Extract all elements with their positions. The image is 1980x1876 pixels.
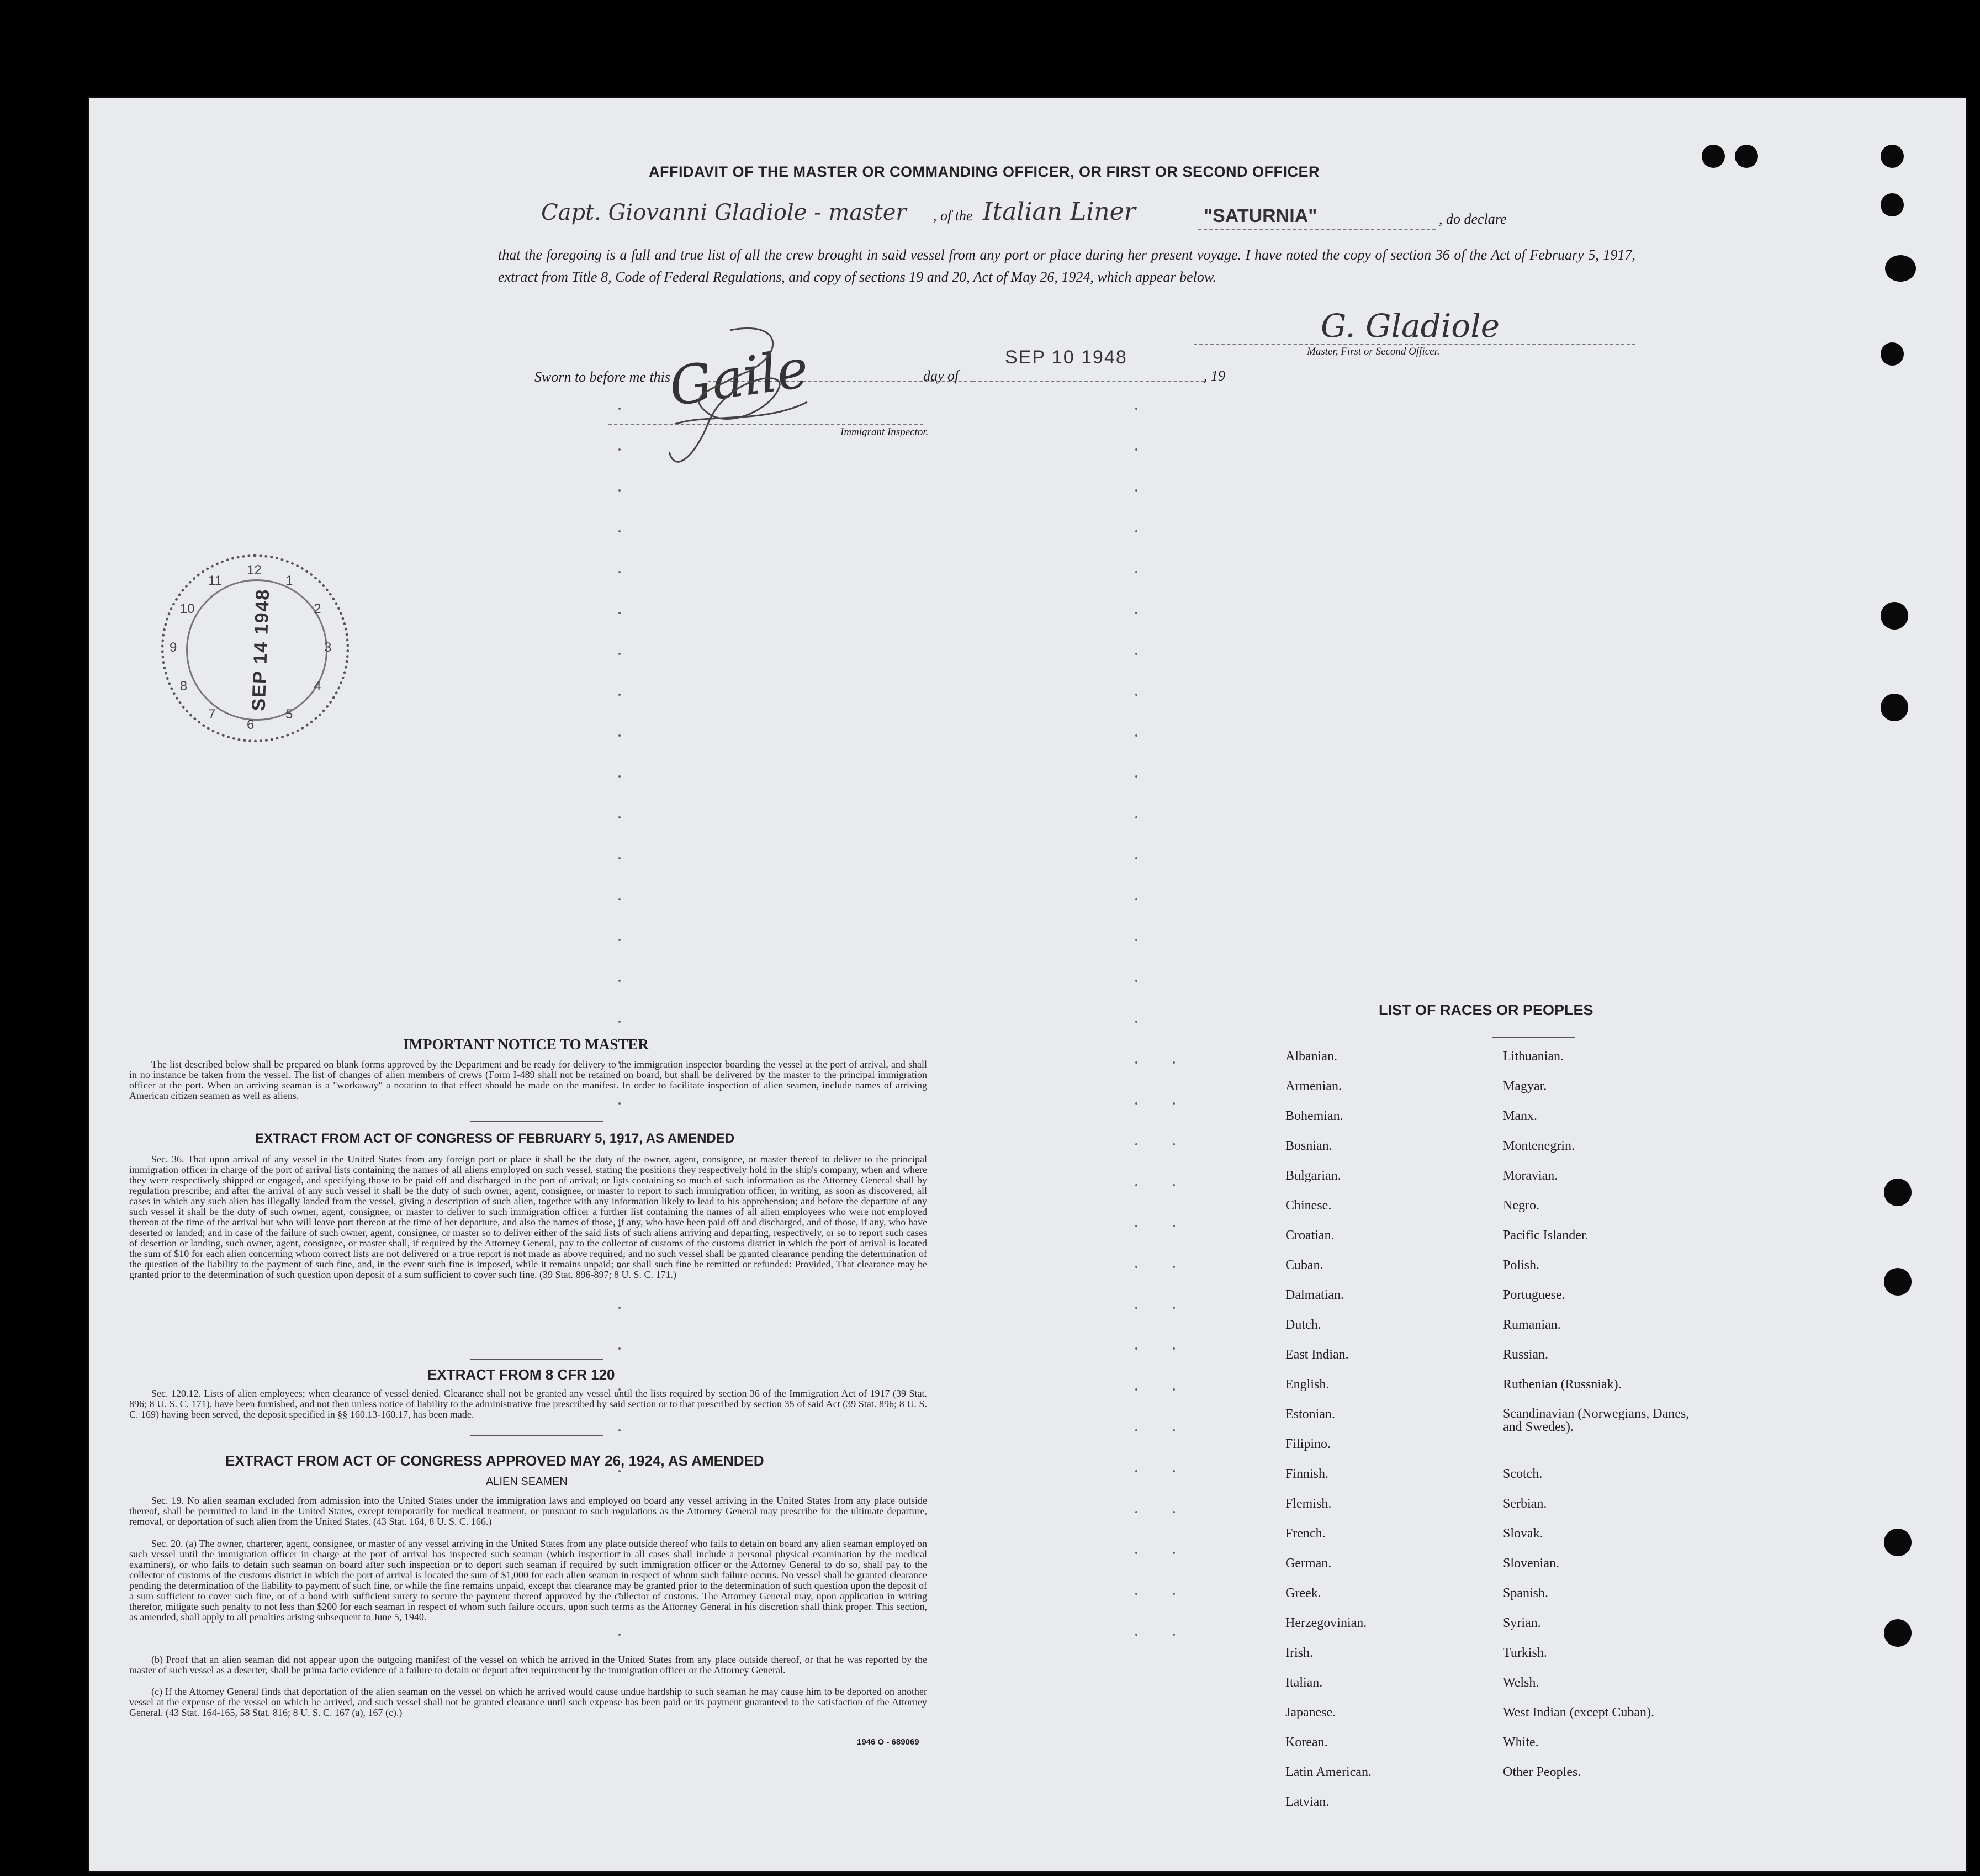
guide-dot: [1135, 448, 1137, 451]
race-entry: German.: [1285, 1556, 1332, 1571]
guide-dot: [1135, 816, 1137, 818]
guide-dot: [1173, 1225, 1175, 1227]
race-entry: Latin American.: [1285, 1765, 1372, 1779]
inspector-signature-flourish: [642, 314, 829, 479]
race-entry: Herzegovinian.: [1285, 1616, 1367, 1630]
guide-dot: [1135, 734, 1137, 737]
guide-dot: [618, 980, 621, 982]
guide-dot: [618, 734, 621, 737]
race-entry: Latvian.: [1285, 1795, 1330, 1809]
race-entry: Cuban.: [1285, 1258, 1323, 1272]
race-entry: Negro.: [1503, 1198, 1539, 1213]
guide-dot: [1135, 1102, 1137, 1105]
race-entry: Magyar.: [1503, 1079, 1547, 1093]
declaration-body: that the foregoing is a full and true list of all the crew brought in said vessel from any port or place during her present voyage. I have noted the copy of section 36 of the Act of February 5, 1917, extract from Title 8, Code of Federal Regulations, and copy of sections 19 and 20, Act of May 26, 1924, which appear below.: [498, 247, 1635, 285]
divider-3: [470, 1435, 603, 1436]
guide-dot: [1135, 1634, 1137, 1636]
date-line: [973, 381, 1205, 382]
guide-dot: [1135, 980, 1137, 982]
race-entry: Syrian.: [1503, 1616, 1541, 1630]
race-entry: West Indian (except Cuban).: [1503, 1705, 1654, 1720]
guide-dot: [1135, 1388, 1137, 1391]
vessel-type-handwritten: Italian Liner: [983, 198, 1136, 226]
guide-dot: [618, 1470, 621, 1472]
print-code: 1946 O - 689069: [857, 1737, 919, 1747]
guide-dot: [1173, 1266, 1175, 1268]
guide-dot: [1135, 898, 1137, 900]
guide-dot: [1135, 530, 1137, 532]
guide-dot: [618, 694, 621, 696]
guide-dot: [618, 1307, 621, 1309]
inspector-signature: Gaile: [665, 337, 812, 419]
race-entry: Scotch.: [1503, 1467, 1543, 1481]
declaration-line-1: [536, 198, 1640, 231]
divider-2: [470, 1359, 603, 1360]
guide-dot: [1135, 1470, 1137, 1472]
race-entry: English.: [1285, 1377, 1330, 1392]
affidavit-title: AFFIDAVIT OF THE MASTER OR COMMANDING OFFICER, OR FIRST OR SECOND OFFICER: [649, 163, 1320, 180]
punch-hole: [1881, 145, 1904, 168]
guide-dot: [1135, 1225, 1137, 1227]
guide-dot: [1135, 1184, 1137, 1186]
guide-dot: [618, 489, 621, 492]
guide-dot: [618, 408, 621, 410]
officer-signature-line: [1194, 344, 1635, 345]
guide-dot: [1135, 1307, 1137, 1309]
stamp-hour: 3: [324, 640, 332, 655]
race-entry: Albanian.: [1285, 1049, 1337, 1064]
race-entry: Chinese.: [1285, 1198, 1332, 1213]
race-entry: Armenian.: [1285, 1079, 1342, 1093]
guide-dot: [1135, 1593, 1137, 1595]
race-entry: Slovak.: [1503, 1526, 1543, 1541]
extract-1924-sec20c: (c) If the Attorney General finds that deportation of the alien seaman on the vessel on which he arrived would cause undue hardship to such seaman he may cause him to be deported on another vessel at the expense of the vessel on which he arrived, and such vessel shall not be granted clearance until such expense has been paid or its payment guaranteed to the satisfaction of the Attorney General. (43 Stat. 164-165, 58 Stat. 816; 8 U. S. C. 167 (a), 167 (c).): [129, 1686, 927, 1718]
stamp-hour: 7: [208, 707, 216, 722]
race-entry: Bulgarian.: [1285, 1169, 1341, 1183]
stamp-hour: 11: [208, 573, 222, 588]
race-entry: Ruthenian (Russniak).: [1503, 1377, 1622, 1392]
extract-1917-title: EXTRACT FROM ACT OF CONGRESS OF FEBRUARY 5, 1917, AS AMENDED: [255, 1131, 735, 1146]
punch-hole: [1881, 694, 1908, 721]
extract-cfr-body: Sec. 120.12. Lists of alien employees; when clearance of vessel denied. Clearance shall not be granted any vessel until the lists required by section 36 of the Immigration Act of 1917 (39 Stat. 896; 8 U. S. C. 171), have been furnished, and not then unless notice of liability to the administrative fine prescribed by said section or to that prescribed by section 35 of said Act (39 Stat. 896; 8 U. S. C. 169) having been served, the deposit specified in §§ 160.13-160.17, has been made.: [129, 1388, 927, 1420]
officer-caption: Master, First or Second Officer.: [1307, 346, 1440, 357]
race-entry: Italian.: [1285, 1676, 1323, 1690]
race-entry: Filipino.: [1285, 1437, 1331, 1451]
guide-dot: [1135, 1511, 1137, 1513]
stamp-hour: 10: [179, 601, 195, 616]
inspector-caption: Immigrant Inspector.: [840, 426, 929, 438]
vessel-name: "SATURNIA": [1204, 205, 1317, 226]
guide-dot: [618, 816, 621, 818]
race-entry: Russian.: [1503, 1347, 1549, 1362]
received-stamp: [161, 554, 349, 742]
guide-dot: [1173, 1307, 1175, 1309]
race-entry: Serbian.: [1503, 1497, 1547, 1511]
notice-title: IMPORTANT NOTICE TO MASTER: [403, 1036, 649, 1053]
guide-dot: [1135, 653, 1137, 655]
race-entry: Irish.: [1285, 1646, 1313, 1660]
guide-dot: [618, 898, 621, 900]
guide-dot: [1135, 1429, 1137, 1431]
day-of-label: day of: [923, 368, 959, 384]
punch-hole: [1884, 1529, 1912, 1556]
guide-dot: [1173, 1552, 1175, 1554]
guide-dot: [1173, 1470, 1175, 1472]
sworn-label: Sworn to before me this: [534, 369, 671, 385]
stamp-date: SEP 14 1948: [248, 588, 274, 711]
do-declare-label: , do declare: [1439, 211, 1507, 227]
races-divider: [1492, 1037, 1575, 1038]
guide-dot: [1173, 1511, 1175, 1513]
punch-hole: [1881, 193, 1904, 216]
stamp-hour: 4: [314, 679, 321, 694]
guide-dot: [1135, 612, 1137, 614]
race-entry: French.: [1285, 1526, 1326, 1541]
guide-dot: [618, 1102, 621, 1105]
guide-dot: [1135, 408, 1137, 410]
guide-dot: [618, 1347, 621, 1350]
officer-signature: G. Gladiole: [1321, 307, 1500, 345]
punch-hole: [1884, 1268, 1912, 1296]
guide-dot: [1135, 571, 1137, 573]
guide-dot: [618, 612, 621, 614]
guide-dot: [1135, 1021, 1137, 1023]
races-title: LIST OF RACES OR PEOPLES: [1379, 1002, 1593, 1018]
race-entry: Spanish.: [1503, 1586, 1549, 1600]
guide-dot: [1135, 1266, 1137, 1268]
document-page: [89, 98, 1966, 1871]
guide-dot: [1135, 1061, 1137, 1064]
stamp-hour: 2: [314, 601, 321, 616]
extract-1924-title: EXTRACT FROM ACT OF CONGRESS APPROVED MAY 26, 1924, AS AMENDED: [225, 1452, 764, 1469]
inspector-signature-line: [608, 424, 923, 425]
guide-dot: [618, 1634, 621, 1636]
guide-dot: [1135, 1143, 1137, 1145]
punch-hole: [1881, 602, 1908, 630]
guide-dot: [1135, 857, 1137, 859]
race-entry: Dalmatian.: [1285, 1288, 1344, 1302]
extract-1924-sec20b: (b) Proof that an alien seaman did not appear upon the outgoing manifest of the vessel on which he arrived in the United States from any place outside thereof, or that he was reported by the master of such vessel as a deserter, shall be prima facie evidence of a failure to detain or deport after requirement by the immigration officer or the Attorney General.: [129, 1654, 927, 1676]
race-entry: Lithuanian.: [1503, 1049, 1564, 1064]
stamp-hour: 9: [170, 640, 177, 655]
guide-dot: [1173, 1429, 1175, 1431]
stamp-hour: 5: [285, 707, 293, 722]
race-entry: Bohemian.: [1285, 1109, 1343, 1123]
extract-1917-body: Sec. 36. That upon arrival of any vessel in the United States from any foreign port or place it shall be the duty of the owner, agent, consignee, or master thereof to deliver to the principal immigration officer in charge of the port of arrival lists containing the names of all aliens employed on such vessel, stating the positions they respectively hold in the ship's company, when and where they were respectively shipped or engaged, and specifying those to be paid off and discharged in the port of arrival; or lists containing so much of such information as the Attorney General shall by regulation prescribe; and after the arrival of any such vessel it shall be the duty of such owner, agent, consignee, or master to report to such immigration officer, in writing, as soon as discovered, all cases in which any such alien has illegally landed from the vessel, giving a description of such alien, together with any information likely to lead to his apprehension; and before the departure of any such vessel it shall be the duty of such owner, agent, consignee, or master to deliver to such immigration officer a further list containing the names of all alien employees who were not employed thereon at the time of the arrival but who will leave port thereon at the time of her departure, and also the names of those, if any, who have been paid off and discharged, and of those, if any, who have deserted or landed; and in case of the failure of such owner, agent, consignee, or master so to deliver either of the said lists of such aliens arriving and departing, respectively, or so to report such cases of desertion or landing, such owner, agent, consignee, or master shall, if required by the Attorney General, pay to the collector of customs of the customs district in which the port of arrival is located the sum of $10 for each alien concerning whom correct lists are not delivered or a true report is not made as above required; and no such vessel shall be granted clearance pending the determination of the question of the liability to the payment of such fine, and, in the event such fine is imposed, while it remains unpaid; nor shall such fine be remitted or refunded: Provided, That clearance may be granted prior to the determination of such question upon deposit of a sum sufficient to cover such fine. (39 Stat. 896-897; 8 U. S. C. 171.): [129, 1154, 927, 1280]
race-entry: Pacific Islander.: [1503, 1228, 1589, 1243]
guide-dot: [1135, 775, 1137, 778]
race-entry: Welsh.: [1503, 1676, 1539, 1690]
guide-dot: [1135, 939, 1137, 941]
race-entry: Korean.: [1285, 1735, 1328, 1750]
guide-dot: [1173, 1634, 1175, 1636]
race-entry: Scandinavian (Norwegians, Danes, and Swedes).: [1503, 1407, 1690, 1434]
guide-dot: [618, 939, 621, 941]
race-entry: Turkish.: [1503, 1646, 1547, 1660]
guide-dot: [618, 530, 621, 532]
race-entry: Finnish.: [1285, 1467, 1329, 1481]
race-entry: Portuguese.: [1503, 1288, 1565, 1302]
guide-dot: [618, 653, 621, 655]
stamp-hour: 8: [179, 679, 188, 694]
punch-hole: [1884, 1179, 1912, 1206]
guide-dot: [1135, 1552, 1137, 1554]
guide-dot: [618, 571, 621, 573]
guide-dot: [618, 775, 621, 778]
guide-dot: [618, 857, 621, 859]
guide-dot: [618, 448, 621, 451]
guide-dot: [1173, 1143, 1175, 1145]
year-label: , 19: [1204, 368, 1225, 384]
guide-dot: [1173, 1593, 1175, 1595]
guide-dot: [1173, 1061, 1175, 1064]
race-entry: Bosnian.: [1285, 1139, 1332, 1153]
guide-dot: [1173, 1102, 1175, 1105]
race-entry: Croatian.: [1285, 1228, 1335, 1243]
extract-cfr-title: EXTRACT FROM 8 CFR 120: [427, 1366, 615, 1383]
stamp-hours: [164, 557, 346, 739]
extract-1924-sec20a: Sec. 20. (a) The owner, charterer, agent, consignee, or master of any vessel arriving in the United States from any place outside thereof who fails to detain on board any alien seaman employed on such vessel until the immigration officer in charge at the port of arrival has inspected such seaman (which inspection in all cases shall include a personal physical examination by the medical examiners), or who fails to detain such seaman on board after such inspection or to deport such seaman if required by such immigration officer or the Attorney General to do so, shall pay to the collector of customs of the customs district in which the port of arrival is located the sum of $1,000 for each alien seaman in respect of whom such failure occurs. No vessel shall be granted clearance pending the determination of the liability to payment of such fine, or while the fine remains unpaid, except that clearance may be granted prior to the determination of such question upon the deposit of a sum sufficient to cover such fine, or of a bond with sufficient surety to secure the payment thereof approved by the collector of customs. The Attorney General may, upon application in writing therefor, mitigate such penalty to not less than $200 for each seaman in respect of whom such failure occurs, upon such terms as the Attorney General in his discretion shall think proper. This section, as amended, shall apply to all penalties arising subsequent to June 5, 1940.: [129, 1538, 927, 1623]
punch-hole: [1702, 145, 1725, 168]
race-entry: White.: [1503, 1735, 1539, 1750]
race-entry: Moravian.: [1503, 1169, 1558, 1183]
punch-hole: [1735, 145, 1758, 168]
guide-dot: [1135, 489, 1137, 492]
guide-dot: [1135, 694, 1137, 696]
race-entry: Slovenian.: [1503, 1556, 1559, 1571]
race-entry: Rumanian.: [1503, 1318, 1561, 1332]
punch-hole: [1885, 255, 1916, 282]
guide-dot: [1173, 1347, 1175, 1350]
race-entry: Montenegrin.: [1503, 1139, 1575, 1153]
extract-1924-sec19: Sec. 19. No alien seaman excluded from admission into the United States under the immigration laws and employed on board any vessel arriving in the United States from any place outside thereof, shall be permitted to land in the United States, except temporarily for medical treatment, or pursuant to such regulations as the Attorney General may prescribe for the ultimate departure, removal, or deportation of such alien from the United States. (43 Stat. 164, 8 U. S. C. 166.): [129, 1495, 927, 1527]
notice-body: The list described below shall be prepared on blank forms approved by the Department and be ready for delivery to the immigration inspector boarding the vessel at the port of arrival, and shall in no instance be taken from the vessel. The list of changes of alien members of crews (Form I-489 shall not be retained on board, but shall be delivered by the master to the principal immigration officer at the port. When an arriving seaman is a "workaway" a notation to that effect should be made on the manifest. In order to facilitate inspection of alien seamen, include names of arriving American citizen seamen as well as aliens.: [129, 1059, 927, 1101]
race-entry: Polish.: [1503, 1258, 1540, 1272]
guide-dot: [1173, 1184, 1175, 1186]
date-stamp: SEP 10 1948: [1005, 347, 1127, 368]
stamp-hour: 6: [247, 717, 255, 732]
master-name-handwritten: Capt. Giovanni Gladiole - master: [541, 200, 907, 225]
of-the-label: , of the: [933, 208, 973, 224]
guide-dot: [618, 1021, 621, 1023]
divider-1: [470, 1121, 603, 1122]
race-entry: Estonian.: [1285, 1407, 1335, 1421]
vessel-name-line: [1198, 229, 1436, 230]
race-entry: Japanese.: [1285, 1705, 1336, 1720]
race-entry: Dutch.: [1285, 1318, 1321, 1332]
guide-dot: [1135, 1347, 1137, 1350]
race-entry: East Indian.: [1285, 1347, 1349, 1362]
punch-hole: [1884, 1619, 1912, 1647]
race-entry: Manx.: [1503, 1109, 1537, 1123]
stamp-hour: 12: [247, 563, 262, 578]
extract-1924-subtitle: ALIEN SEAMEN: [486, 1476, 568, 1488]
guide-dot: [618, 1429, 621, 1431]
race-entry: Flemish.: [1285, 1497, 1332, 1511]
race-entry: Greek.: [1285, 1586, 1321, 1600]
guide-dot: [1173, 1388, 1175, 1391]
stamp-hour: 1: [285, 573, 293, 588]
race-entry: Other Peoples.: [1503, 1765, 1581, 1779]
punch-hole: [1881, 342, 1904, 366]
